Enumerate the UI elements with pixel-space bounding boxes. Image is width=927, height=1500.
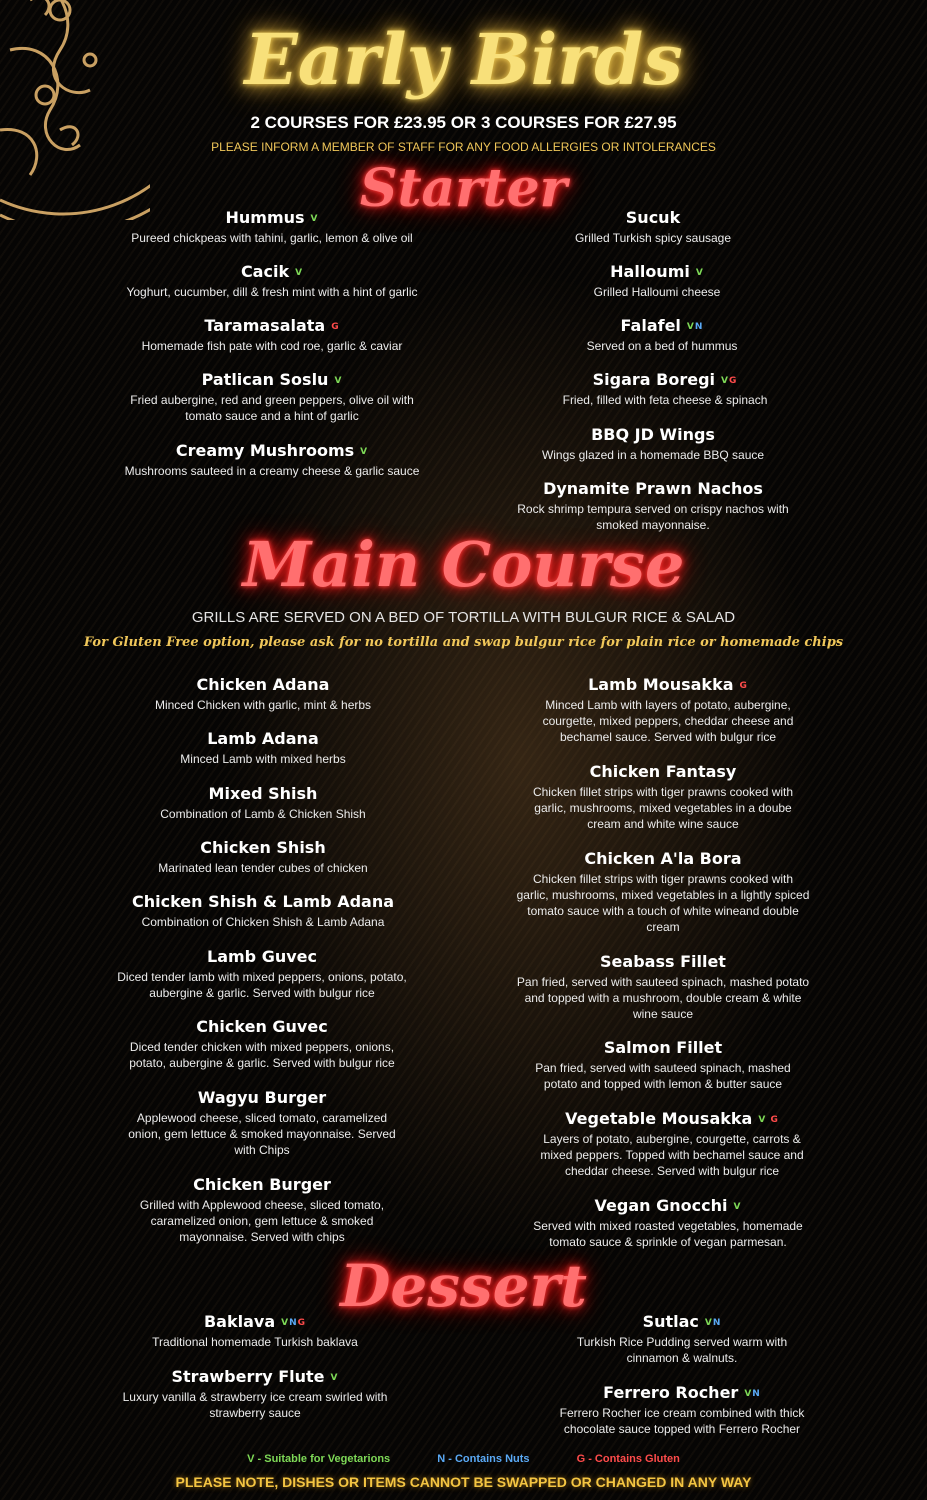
menu-item — [117, 370, 427, 424]
item-name: Seabass Fillet — [600, 952, 726, 971]
item-name: Strawberry Flute — [171, 1367, 325, 1386]
item-desc: Traditional homemade Turkish baklava — [152, 1335, 358, 1349]
menu-item — [528, 675, 808, 745]
menu-item — [512, 316, 812, 354]
item-name: Chicken Adana — [196, 675, 330, 694]
menu-item — [120, 1367, 390, 1421]
tag-v: V — [281, 1317, 290, 1328]
tag-v: V — [334, 375, 343, 386]
item-desc: Pan fried, served with sauteed spinach, mashed potato and topped with a mushroom, double cream & white wine sauce — [516, 975, 810, 1021]
item-desc: Grilled Halloumi cheese — [593, 285, 721, 299]
menu-item — [117, 947, 407, 1001]
item-name: Cacik — [240, 262, 290, 281]
item-name: Falafel — [620, 316, 681, 335]
item-desc: Grilled with Applewood cheese, sliced tomato, caramelized onion, gem lettuce & smoked mayonnaise. Served with chips — [139, 1198, 385, 1244]
item-name: Chicken Fantasy — [589, 762, 737, 781]
item-desc: Served on a bed of hummus — [586, 339, 738, 353]
item-desc: Diced tender lamb with mixed peppers, onions, potato, aubergine & garlic. Served with bulgur rice — [117, 970, 407, 1000]
menu-item — [102, 262, 442, 300]
tag-g: G — [770, 1114, 779, 1125]
allergy-note: PLEASE INFORM A MEMBER OF STAFF FOR ANY FOOD ALLERGIES OR INTOLERANCES — [211, 140, 716, 154]
item-desc: Fried, filled with feta cheese & spinach — [562, 393, 768, 407]
tag-v: V — [721, 375, 729, 386]
tag-v: V — [310, 213, 319, 224]
item-desc: Chicken fillet strips with tiger prawns cooked with garlic, mushrooms, mixed vegetables in a doube cream and white wine sauce — [532, 785, 794, 831]
menu-item — [102, 316, 442, 354]
legend-nuts: N - Contains Nuts — [437, 1453, 530, 1465]
grills-note: GRILLS ARE SERVED ON A BED OF TORTILLA WITH BULGUR RICE & SALAD — [191, 609, 736, 626]
menu-item — [523, 1038, 803, 1092]
item-desc: Minced Lamb with mixed herbs — [180, 752, 346, 766]
tag-v: V — [758, 1114, 767, 1125]
tag-v: V — [360, 446, 369, 457]
menu-item — [503, 479, 803, 533]
item-name: Chicken Shish & Lamb Adana — [131, 892, 395, 911]
section-title-dessert: Dessert — [340, 1252, 587, 1320]
price-line: 2 COURSES FOR £23.95 OR 3 COURSES FOR £27.95 — [250, 113, 677, 132]
menu-item — [113, 729, 413, 767]
item-name: Sigara Boregi — [592, 370, 716, 389]
item-desc: Applewood cheese, sliced tomato, caramelized onion, gem lettuce & smoked mayonnaise. Served with Chips — [128, 1111, 396, 1157]
item-name: Wagyu Burger — [197, 1088, 327, 1107]
tag-v: V — [733, 1201, 742, 1212]
item-name: Vegan Gnocchi — [594, 1196, 728, 1215]
item-name: Baklava — [203, 1312, 276, 1331]
item-name: Chicken Guvec — [196, 1017, 328, 1036]
tag-n: N — [289, 1317, 298, 1328]
item-desc: Wings glazed in a homemade BBQ sauce — [541, 448, 765, 462]
menu-item — [503, 208, 803, 246]
item-desc: Grilled Turkish spicy sausage — [574, 231, 732, 245]
item-name: Lamb Adana — [207, 729, 319, 748]
item-desc: Served with mixed roasted vegetables, homemade tomato sauce & sprinkle of vegan parmesan. — [533, 1219, 803, 1249]
menu-item — [113, 675, 413, 713]
menu-item — [113, 838, 413, 876]
item-desc: Chicken fillet strips with tiger prawns cooked with garlic, mushrooms, mixed vegetables in a lightly spiced tomato sauce with a touch of white wineand double cream — [516, 872, 810, 934]
item-name: Sucuk — [625, 208, 681, 227]
tag-v: V — [686, 321, 695, 332]
menu-item — [507, 262, 807, 300]
item-name: Hummus — [225, 208, 305, 227]
item-desc: Marinated lean tender cubes of chicken — [158, 861, 368, 875]
item-desc: Luxury vanilla & strawberry ice cream swirled with strawberry sauce — [122, 1390, 388, 1420]
tag-g: G — [739, 680, 748, 691]
item-desc: Fried aubergine, red and green peppers, olive oil with tomato sauce and a hint of garlic — [130, 393, 414, 423]
item-name: Patlican Soslu — [201, 370, 329, 389]
item-desc: Combination of Chicken Shish & Lamb Adana — [141, 915, 385, 929]
item-name: Halloumi — [610, 262, 690, 281]
item-desc: Pan fried, served with sauteed spinach, mashed potato and topped with lemon & butter sauce — [535, 1061, 791, 1091]
no-swap-notice: PLEASE NOTE, DISHES OR ITEMS CANNOT BE SWAPPED OR CHANGED IN ANY WAY — [175, 1474, 752, 1490]
menu-item — [516, 952, 811, 1022]
item-name: Chicken Burger — [193, 1175, 331, 1194]
menu-item — [127, 1175, 397, 1245]
item-desc: Turkish Rice Pudding served warm with cinnamon & walnuts. — [576, 1335, 788, 1365]
item-name: Salmon Fillet — [603, 1038, 723, 1057]
menu-item — [515, 370, 815, 408]
item-desc: Ferrero Rocher ice cream combined with thick chocolate sauce topped with Ferrero Rocher — [559, 1406, 805, 1436]
gluten-free-note: For Gluten Free option, please ask for no tortilla and swap bulgur rice for plain rice or homemade chips — [83, 635, 844, 650]
item-desc: Combination of Lamb & Chicken Shish — [160, 807, 366, 821]
item-name: Dynamite Prawn Nachos — [543, 479, 763, 498]
menu-item — [102, 208, 442, 246]
menu-item — [113, 784, 413, 822]
item-name: Chicken Shish — [200, 838, 326, 857]
tag-v: V — [295, 267, 304, 278]
item-desc: Layers of potato, aubergine, courgette, carrots & mixed peppers. Topped with bechamel sauce and cheddar cheese. Served with bulgur rice — [540, 1132, 804, 1178]
item-name: Lamb Mousakka — [588, 675, 734, 694]
item-desc: Yoghurt, cucumber, dill & fresh mint with a hint of garlic — [126, 285, 418, 299]
tag-v: V — [704, 1317, 713, 1328]
tag-v: V — [744, 1388, 753, 1399]
menu-item — [530, 1109, 815, 1179]
item-name: Sutlac — [642, 1312, 699, 1331]
item-name: Creamy Mushrooms — [175, 441, 355, 460]
item-name: BBQ JD Wings — [591, 425, 715, 444]
item-name: Mixed Shish — [208, 784, 318, 803]
item-name: Ferrero Rocher — [603, 1383, 739, 1402]
menu-item — [503, 425, 803, 463]
item-desc: Diced tender chicken with mixed peppers, onions, potato, aubergine & garlic. Served with bulgur rice — [129, 1040, 395, 1070]
menu-item — [521, 762, 806, 832]
menu-item — [113, 892, 413, 930]
item-name: Taramasalata — [204, 316, 326, 335]
item-desc: Minced Chicken with garlic, mint & herbs — [154, 698, 372, 712]
item-desc: Pureed chickpeas with tahini, garlic, lemon & olive oil — [131, 231, 413, 245]
menu-item — [105, 1312, 405, 1350]
legend-vegetarian: V - Suitable for Vegetarions — [247, 1453, 391, 1465]
tag-g: G — [728, 375, 738, 386]
menu-item — [127, 1088, 397, 1158]
dietary-legend — [0, 1453, 927, 1465]
tag-n: N — [752, 1388, 761, 1399]
item-desc: Rock shrimp tempura served on crispy nachos with smoked mayonnaise. — [517, 502, 789, 532]
tag-n: N — [712, 1317, 722, 1328]
tag-n: N — [694, 321, 704, 332]
tag-v: V — [330, 1372, 339, 1383]
menu-item — [562, 1312, 802, 1366]
page-title: Early Birds — [244, 18, 683, 101]
tag-g: G — [297, 1317, 307, 1328]
menu-item — [102, 441, 442, 479]
item-desc: Mushrooms sauteed in a creamy cheese & garlic sauce — [124, 464, 420, 478]
item-desc: Minced Lamb with layers of potato, aubergine, courgette, mixed peppers, cheddar cheese and bechamel sauce. Served with bulgur rice — [542, 698, 794, 744]
menu-item — [516, 849, 811, 935]
item-desc: Homemade fish pate with cod roe, garlic & caviar — [141, 339, 403, 353]
section-title-starter: Starter — [359, 158, 568, 219]
item-name: Chicken A'la Bora — [584, 849, 742, 868]
section-title-main-course: Main Course — [242, 528, 685, 601]
menu-item — [542, 1383, 822, 1437]
tag-g: G — [331, 321, 340, 332]
item-name: Lamb Guvec — [207, 947, 317, 966]
menu-item — [518, 1196, 818, 1250]
legend-gluten: G - Contains Gluten — [576, 1453, 680, 1465]
menu-item — [117, 1017, 407, 1071]
item-name: Vegetable Mousakka — [565, 1109, 753, 1128]
tag-v: V — [695, 267, 704, 278]
